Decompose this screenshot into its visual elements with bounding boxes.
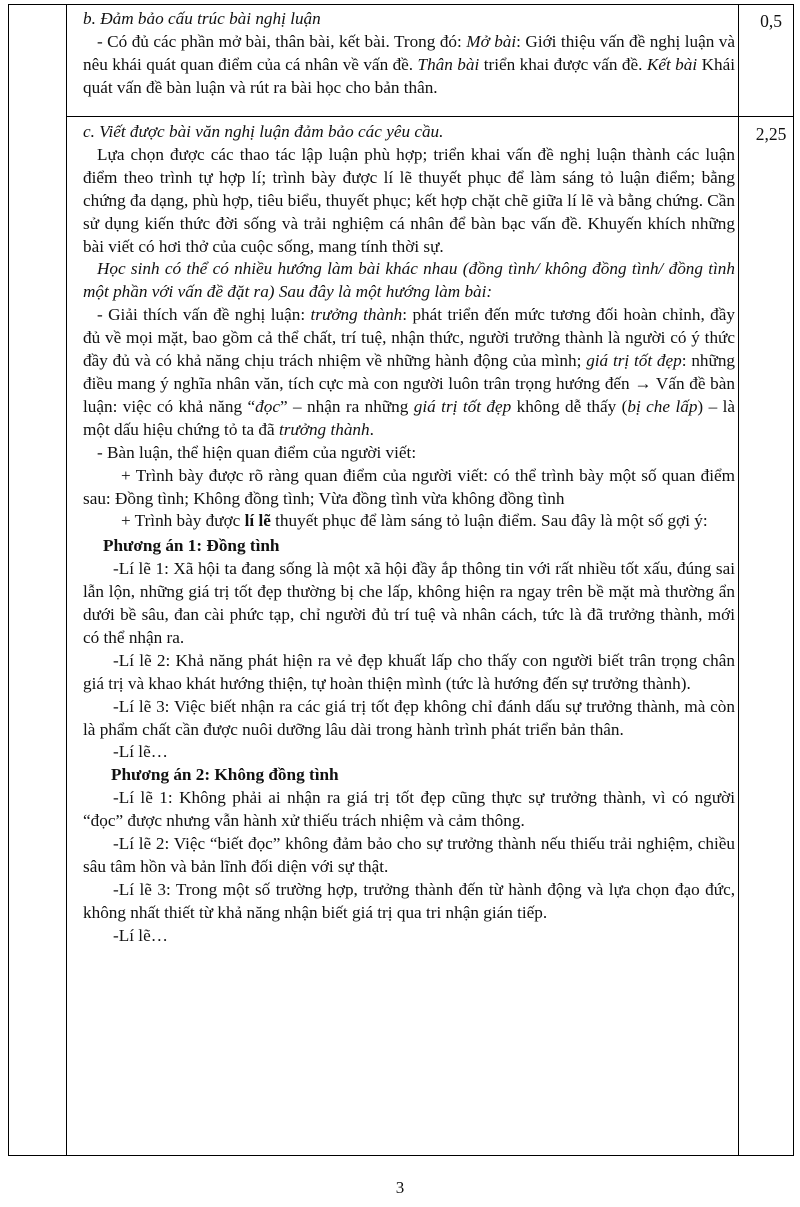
option-1-reason-1: -Lí lẽ 1: Xã hội ta đang sống là một xã hội đầy ắp thông tin với rất nhiều tốt xấu, đúng sai lẫn lộn, những giá trị tốt đẹp thường bị che lấp, không hiện ra ngay trên bề mặt mà thường ẩn dưới bề sâu, đan cài phức tạp, chỉ người đủ trí tuệ và nhân cách, tức là đã trưởng thành, mới có thể nhận ra. [83,559,735,647]
page-number: 3 [395,1178,405,1197]
option-1-title: Phương án 1: Đồng tình [103,536,280,556]
option-1-reason-2: -Lí lẽ 2: Khả năng phát hiện ra vẻ đẹp khuất lấp cho thấy con người biết trân trọng chân giá trị và khao khát hướng thiện, tự hoàn thiện mình (tức là hướng đến sự trưởng thành). [83,650,735,693]
row-c-note: Học sinh có thể có nhiều hướng làm bài khác nhau (đồng tình/ không đồng tình/ đồng tình một phần với vấn đề đặt ra) Sau đây là một hướng làm bài: [83,259,735,302]
column-divider-1 [66,5,67,1155]
row-c-discuss: - Bàn luận, thể hiện quan điểm của người viết: [97,442,417,462]
option-2-reason-3: -Lí lẽ 3: Trong một số trường hợp, trưởng thành đến từ hành động và lựa chọn đạo đức, không nhất thiết từ khả năng nhận biết giá trị qua tri nhận gián tiếp. [83,879,735,922]
row-c-explain: - Giải thích vấn đề nghị luận: trưởng thành: phát triển đến mức tương đối hoàn chỉnh, đầy đủ về mọi mặt, bao gồm cả thể chất, trí tuệ, nhận thức, người trưởng thành là người có ý thức đầy đủ và có khả năng chịu trách nhiệm về những hành động của mình; giá trị tốt đẹp: những điều mang ý nghĩa nhân văn, tích cực mà con người luôn trân trọng hướng đến → Vấn đề bàn luận: việc có khả năng “đọc” – nhận ra những giá trị tốt đẹp không dễ thấy (bị che lấp) – là một dấu hiệu chứng tỏ ta đã trưởng thành. [83,305,736,439]
rubric-table [8,4,794,1156]
option-2-reason-2: -Lí lẽ 2: Việc “biết đọc” không đảm bảo cho sự trưởng thành nếu thiếu trải nghiệm, chiều sâu tâm hồn và bản lĩnh đối diện với sự thật. [83,834,735,876]
row-b-heading: b. Đảm bảo cấu trúc bài nghị luận [83,9,321,28]
option-2-reason-1: -Lí lẽ 1: Không phải ai nhận ra giá trị tốt đẹp cũng thực sự trưởng thành, vì có người “đọc” được nhưng vẫn hành xử thiếu trách nhiệm và cảm thông. [83,788,735,831]
option-2-reason-more: -Lí lẽ… [113,925,168,945]
row-b-paragraph: - Có đủ các phần mở bài, thân bài, kết bài. Trong đó: Mở bài: Giới thiệu vấn đề nghị luận và nêu khái quát quan điểm của cá nhân về vấn đề. Thân bài triển khai được vấn đề. Kết bài Khái quát vấn đề bàn luận và rút ra bài học cho bản thân. [83,31,736,97]
row-c-plus-2: + Trình bày được lí lẽ thuyết phục để làm sáng tỏ luận điểm. Sau đây là một số gợi ý: [121,511,708,531]
row-c-heading: c. Viết được bài văn nghị luận đảm bảo các yêu cầu. [83,122,444,141]
row-c-score: 2,25 [755,124,787,144]
option-1-reason-more: -Lí lẽ… [113,742,168,762]
row-divider [66,116,793,117]
option-2-title: Phương án 2: Không đồng tình [111,765,339,785]
row-b-content [75,8,741,100]
row-c-content [75,121,741,948]
row-b-score: 0,5 [760,11,782,31]
row-c-plus-1: + Trình bày được rõ ràng quan điểm của người viết: có thể trình bày một số quan điểm sau: Đồng tình; Không đồng tình; Vừa đồng tình vừa không đồng tình [83,465,735,508]
option-1-reason-3: -Lí lẽ 3: Việc biết nhận ra các giá trị tốt đẹp không chỉ đánh dấu sự trưởng thành, mà còn là phẩm chất cần được nuôi dưỡng lâu dài trong hành trình phát triển bản thân. [83,696,735,739]
row-c-intro: Lựa chọn được các thao tác lập luận phù hợp; triển khai vấn đề nghị luận thành các luận điểm theo trình tự hợp lí; trình bày được lí lẽ thuyết phục để làm sáng tỏ luận điểm; bằng chứng đa dạng, phù hợp, tiêu biểu, thuyết phục; kết hợp chặt chẽ giữa lí lẽ và bằng chứng. Cần sử dụng kiến thức đời sống và trải nghiệm cá nhân để bàn bạc vấn đề. Khuyến khích những bài viết có hơi thở của cuộc sống, mang tính thời sự. [83,144,735,256]
